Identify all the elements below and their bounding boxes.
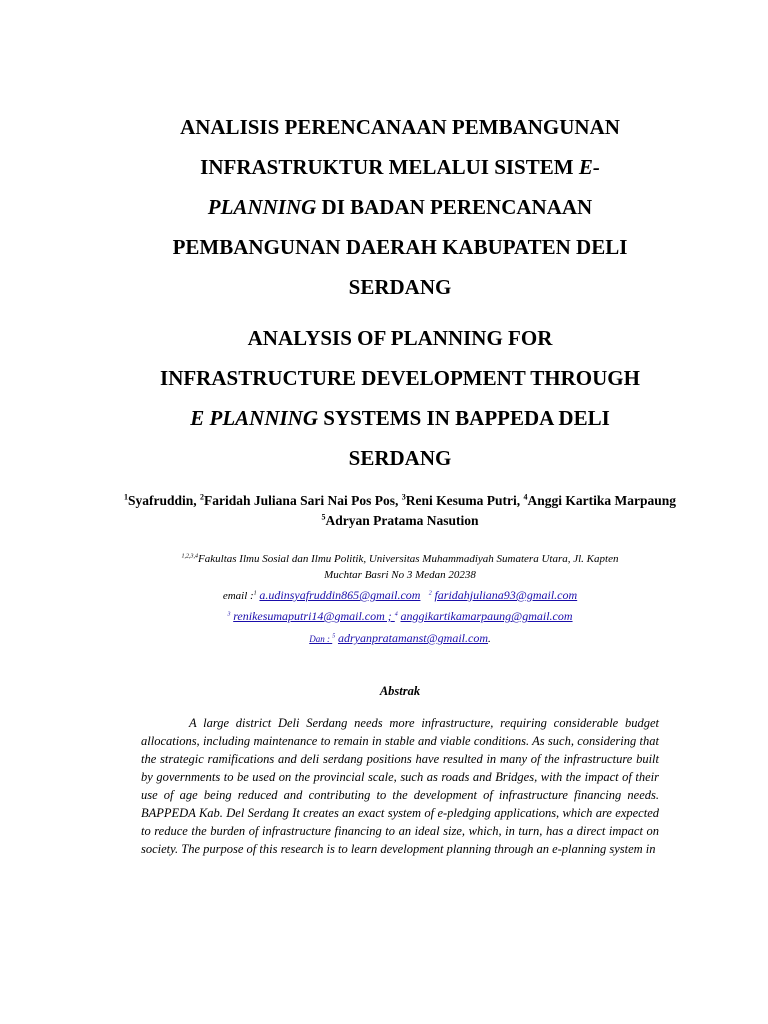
abstract-body: A large district Deli Serdang needs more infrastructure, requiring considerable budget allocations, including maintenance to remain in stable and viable conditions. As such, considering that the strategic ramifications and deli serdang positions have resulted in many of the infrastructure built by governments to be used on the provincial scale, such as roads and Bridges, with the impact of their use of age being reduced and contributing to the development of infrastructure financing needs. BAPPEDA Kab. Del Serdang It creates an exact system of e-pledging applications, which are expected to reduce the burden of infrastructure financing to an ideal size, which, in turn, has a direct impact on society. The purpose of this research is to learn development planning through an e-planning system in bbox=[141, 716, 659, 856]
title-en-line-3-rest: SYSTEMS IN BAPPEDA DELI bbox=[318, 406, 610, 430]
email-link-5[interactable]: adryanpratamanst@gmail.com bbox=[337, 631, 489, 645]
author-4-sup: 4 bbox=[523, 492, 528, 502]
author-5-name: Adryan Pratama Nasution bbox=[325, 513, 479, 528]
author-4-name: Anggi Kartika Marpaung bbox=[527, 493, 676, 508]
email-row-2 bbox=[120, 608, 680, 625]
title-id-line-2-prefix: INFRASTRUKTUR MELALUI SISTEM bbox=[200, 155, 579, 179]
email-link-2[interactable]: faridahjuliana93@gmail.com bbox=[434, 588, 578, 602]
author-5-sup: 5 bbox=[321, 512, 326, 522]
author-3-name: Reni Kesuma Putri, bbox=[405, 493, 524, 508]
email-3-sup: 3 bbox=[227, 611, 231, 618]
dan-label: Dan : bbox=[309, 634, 333, 644]
author-3-sup: 3 bbox=[401, 492, 406, 502]
title-indonesian bbox=[120, 107, 680, 307]
title-english bbox=[120, 318, 680, 478]
title-en-line-2: INFRASTRUCTURE DEVELOPMENT THROUGH bbox=[160, 366, 640, 390]
title-id-line-4: PEMBANGUNAN DAERAH KABUPATEN DELI bbox=[172, 235, 628, 259]
title-id-line-3 bbox=[120, 187, 680, 227]
title-id-line-2 bbox=[120, 147, 680, 187]
email-2-sup: 2 bbox=[428, 590, 432, 597]
email-link-4[interactable]: anggikartikamarpaung@gmail.com bbox=[400, 609, 573, 623]
email-1-sup: 1 bbox=[253, 590, 257, 597]
title-id-line-3-italic: PLANNING bbox=[207, 195, 317, 219]
email-5-sup: 5 bbox=[332, 633, 336, 640]
email-link-3[interactable]: renikesumaputri14@gmail.com ; bbox=[233, 609, 395, 623]
title-id-line-1: ANALISIS PERENCANAAN PEMBANGUNAN bbox=[180, 115, 620, 139]
title-id-line-3-rest: DI BADAN PERENCANAAN bbox=[316, 195, 593, 219]
author-2-name: Faridah Juliana Sari Nai Pos Pos, bbox=[204, 493, 402, 508]
affiliation-text-1: Fakultas Ilmu Sosial dan Ilmu Politik, Universitas Muhammadiyah Sumatera Utara, Jl. Kapten bbox=[198, 553, 619, 565]
title-en-line-3-italic: E PLANNING bbox=[190, 406, 319, 430]
email-trailing-period: . bbox=[488, 633, 491, 645]
affiliation-line-2: Muchtar Basri No 3 Medan 20238 bbox=[324, 569, 476, 581]
affiliation-sup: 1,2,3,4 bbox=[181, 553, 199, 560]
author-2-sup: 2 bbox=[200, 492, 205, 502]
title-en-line-1: ANALYSIS OF PLANNING FOR bbox=[247, 326, 553, 350]
title-en-line-3 bbox=[120, 398, 680, 438]
abstract-heading: Abstrak bbox=[379, 684, 421, 698]
email-4-sup: 4 bbox=[394, 611, 398, 618]
email-row-1 bbox=[120, 587, 680, 604]
title-id-line-2-italic: E- bbox=[578, 155, 600, 179]
email-row-3 bbox=[120, 630, 680, 647]
author-list bbox=[120, 491, 680, 531]
title-en-line-4: SERDANG bbox=[348, 446, 452, 470]
title-id-line-5: SERDANG bbox=[348, 275, 452, 299]
email-link-1[interactable]: a.udinsyafruddin865@gmail.com bbox=[259, 588, 421, 602]
email-label: email : bbox=[222, 590, 254, 602]
affiliation-line-1 bbox=[120, 551, 680, 567]
author-1-name: Syafruddin, bbox=[128, 493, 201, 508]
author-1-sup: 1 bbox=[124, 492, 129, 502]
